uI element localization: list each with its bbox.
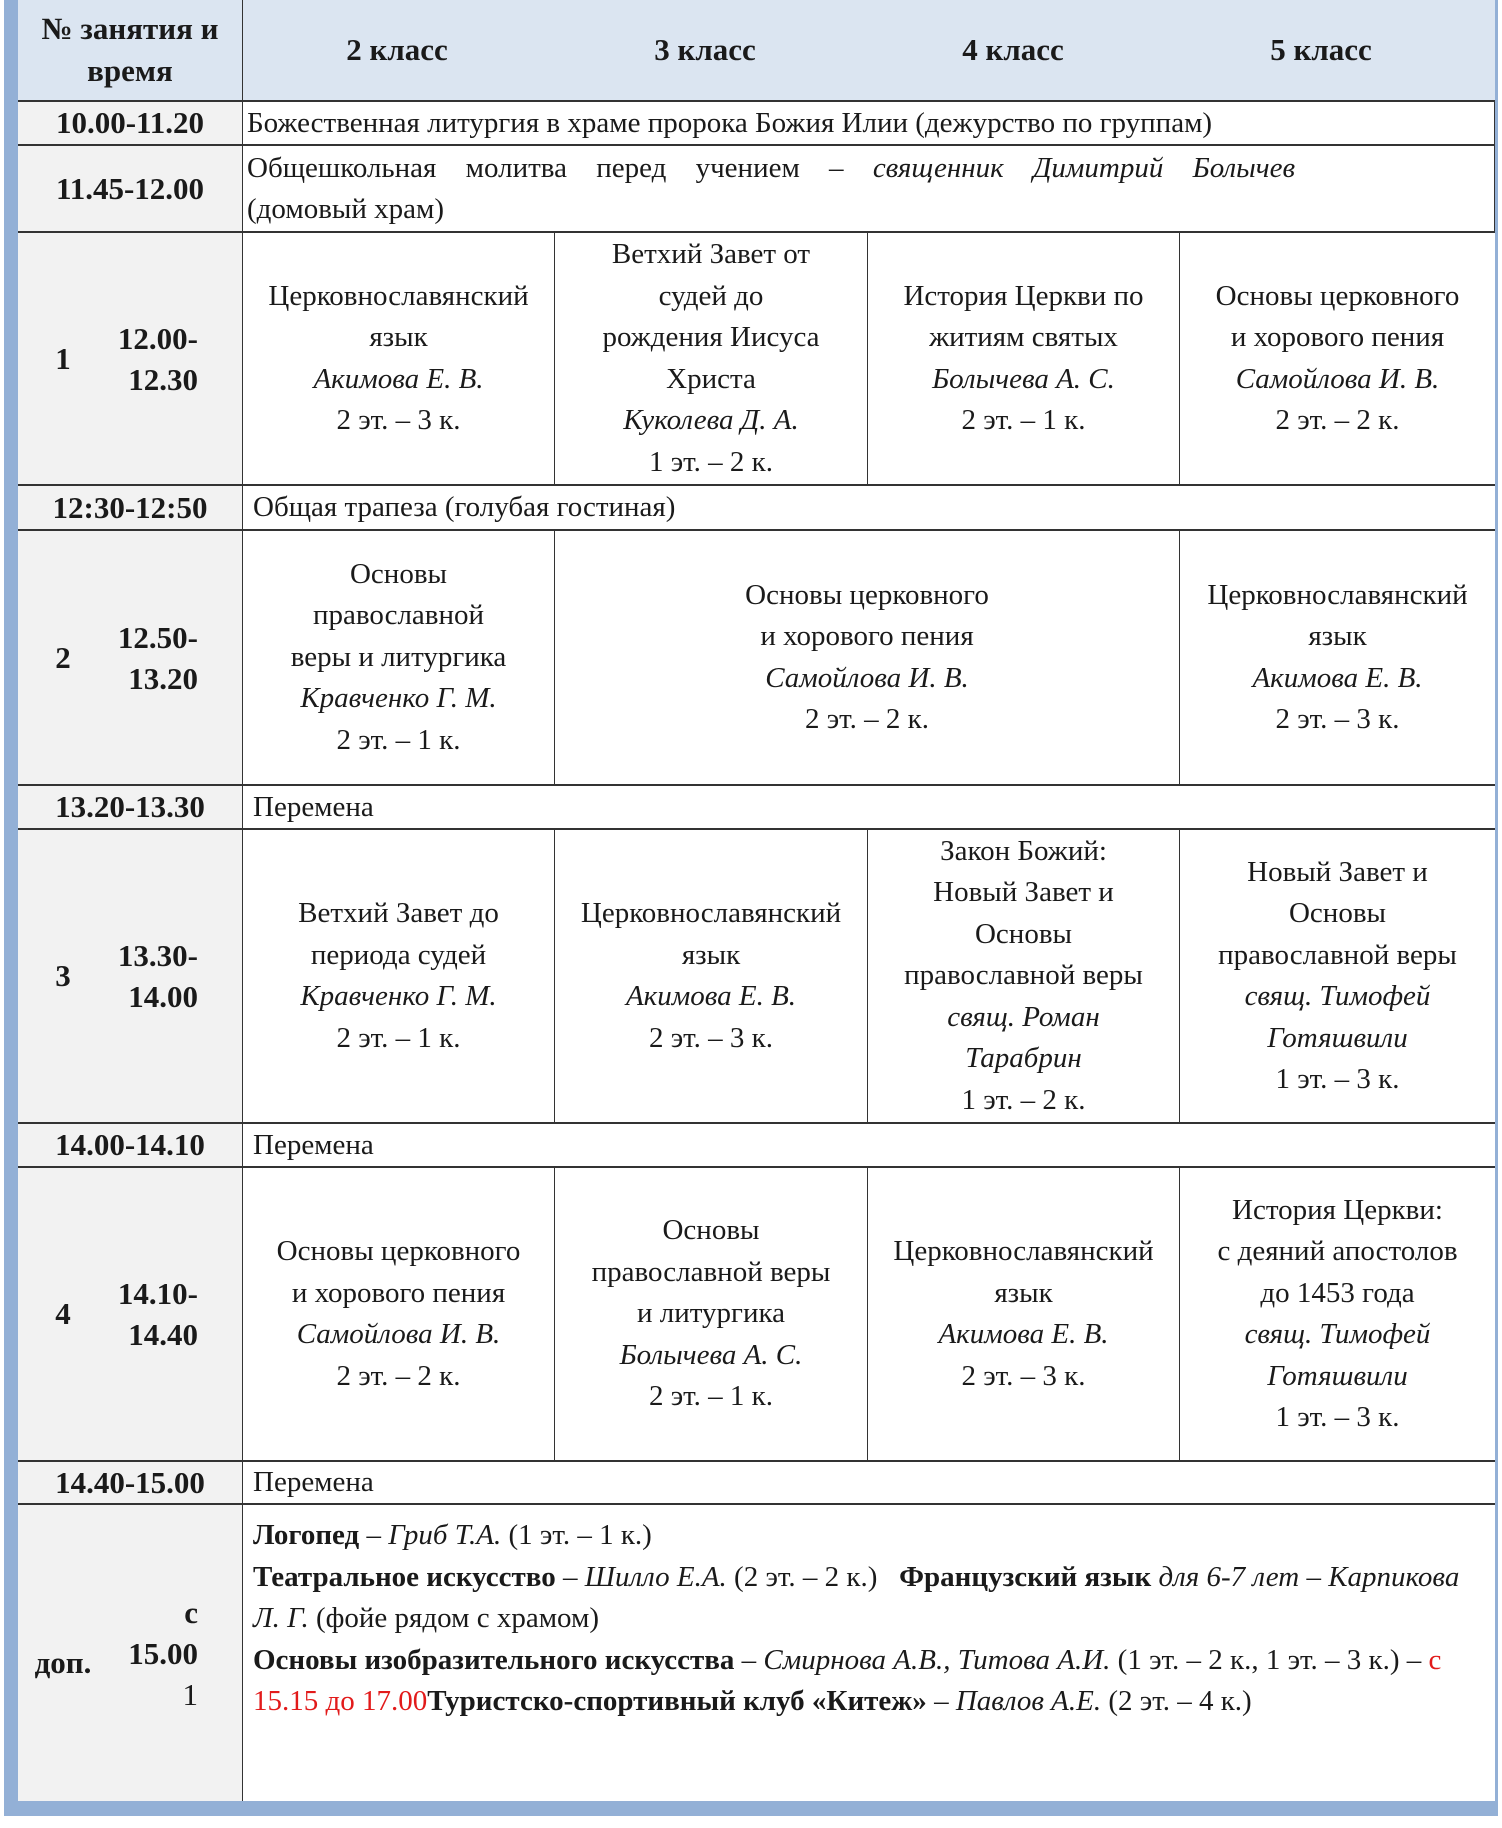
extra-range [108,1592,242,1715]
room: 2 эт. – 1 к. [336,1021,461,1054]
extra-suffix: 1 [182,1676,198,1712]
teacher: Болычева А. С. [619,1338,803,1371]
teacher: Готяшвили [1267,1359,1408,1392]
subject: Закон Божий: [940,834,1107,867]
subject: Христа [666,362,756,395]
lesson-number: 2 [55,639,71,675]
room: 2 эт. – 1 к. [336,723,461,756]
lesson-3-time [18,830,243,1124]
dash: – [926,1685,956,1717]
extra-activities [243,1505,1495,1801]
time-start: 14.10- [117,1276,198,1311]
teacher: Павлов А.Е. [955,1685,1102,1717]
lesson-1-class-3 [555,233,868,486]
subject: язык [1308,620,1367,652]
subject: Ветхий Завет до [298,897,499,929]
activity-title: Основы изобразительного искусства [253,1643,735,1676]
room: 1 эт. – 3 к. [1275,1401,1400,1433]
subject: язык [994,1276,1053,1309]
time-label: 14.40-15.00 [55,1464,205,1500]
extra-time [18,1505,243,1801]
activity-logoped [253,1515,652,1557]
time-liturgy [18,102,243,146]
room: (фойе рядом с храмом) [308,1602,600,1634]
time-break-2 [18,1124,243,1168]
extra-start: 15.00 [128,1635,198,1671]
teacher: Акимова Е. В. [625,980,797,1012]
time-label: 11.45-12.00 [55,170,205,206]
room: 2 эт. – 3 к. [648,1021,774,1054]
teacher: Кравченко Г. М. [300,682,497,715]
subject: Новый Завет и [933,876,1114,909]
room: 2 эт. – 2 к. [804,703,930,735]
room: 2 эт. – 1 к. [648,1380,774,1413]
header-col0-line1: № занятия и [41,11,219,46]
subject: с деяний апостолов [1217,1235,1458,1267]
lesson-1-class-2 [243,233,555,486]
room: 2 эт. – 3 к. [1275,703,1400,735]
time-break-3 [18,1462,243,1505]
lesson-4-class-4 [868,1168,1180,1462]
header-class-label: 2 класс [346,32,448,67]
time-end: 14.00 [128,979,198,1014]
lesson-2-time [18,531,243,786]
extra-time-block [18,1505,242,1801]
time-end: 12.30 [128,361,198,397]
subject: Основы [349,557,447,590]
subject: Основы [662,1214,760,1247]
lesson-3-class-3 [555,830,868,1124]
lunch-text: Общая трапеза (голубая гостиная) [253,491,676,523]
extra-from: с [184,1594,198,1630]
break-2-row [243,1124,1495,1168]
time-label: 13.20-13.30 [55,789,205,824]
time-label: 10.00-11.20 [55,105,205,140]
subject: рождения Иисуса [602,321,820,353]
lesson-number: 3 [55,958,71,993]
teacher: Акимова Е. В. [1252,661,1423,694]
lesson-3-class-2 [243,830,555,1124]
lesson-number: 4 [55,1296,71,1331]
time-end: 13.20 [128,660,198,696]
subject: Ветхий Завет от [611,238,811,270]
lesson-time-block [18,233,242,484]
room: 1 эт. – 2 к. [648,445,774,478]
header-lesson-time [18,0,243,102]
subject: православной веры [1218,938,1457,971]
activity-title: Французский язык [899,1560,1152,1593]
subject: язык [369,321,428,353]
subject: житиям святых [929,321,1118,353]
time-start: 12.50- [117,619,198,655]
room: (2 эт. – 2 к.) [726,1560,878,1593]
subject: и литургика [637,1297,785,1330]
header-class-2 [243,0,1495,102]
prayer-text [247,148,1494,189]
break-1-row [243,786,1495,830]
lesson-4-class-5 [1180,1168,1495,1462]
teacher: Акимова Е. В. [313,362,484,395]
lesson-4-class-3 [555,1168,868,1462]
header-class-label: 3 класс [654,32,756,67]
teacher: Тарабрин [965,1042,1082,1075]
lesson-range [108,1273,242,1355]
room: 2 эт. – 2 к. [1275,404,1400,436]
time-label: 14.00-14.10 [55,1127,205,1162]
subject: и хорового пения [1230,321,1445,353]
activity-title: Туристско-спортивный клуб «Китеж» [427,1685,927,1717]
subject: веры и литургика [290,640,507,673]
highlight-time: с 15.15 до 17.00 [253,1643,1442,1717]
extra-label: доп. [34,1645,92,1680]
subject: и хорового пения [291,1276,506,1309]
lesson-2-class-3-4 [555,531,1180,786]
lesson-range [108,617,242,699]
lesson-number: 1 [55,340,71,376]
teacher: Готяшвили [1267,1021,1408,1054]
lesson-range [108,318,242,400]
room: 2 эт. – 2 к. [336,1359,461,1392]
lesson-1-class-4 [868,233,1180,486]
lesson-1-class-5 [1180,233,1495,486]
lesson-time-block [18,531,242,784]
activity-art-club [253,1640,1465,1723]
break-text: Перемена [253,790,374,823]
subject: и хорового пения [760,620,974,652]
subject: православной [312,599,485,632]
time-break-1 [18,786,243,830]
subject: Основы [974,917,1072,950]
teacher: Кравченко Г. М. [300,980,497,1012]
time-start: 13.30- [117,938,198,973]
prayer-plain: Общешкольная молитва перед учением – [247,151,873,184]
subject: язык [681,938,741,971]
subject: Церковнославянский [580,897,842,929]
header-class-label: 4 класс [962,32,1064,67]
subject: Церковнославянский [1207,578,1468,611]
schedule-table [18,0,1495,1801]
teacher: Шилло Е.А. [584,1560,727,1593]
header-col0-line2: время [87,53,173,88]
time-lunch [18,486,243,531]
teacher: Самойлова И. В. [765,661,969,694]
lesson-1-time [18,233,243,486]
header-class-label: 5 класс [1270,32,1372,67]
subject: судей до [658,279,764,312]
room: 1 эт. – 3 к. [1275,1063,1400,1095]
teacher: для 6-7 лет – Карпикова Л. Г. [253,1560,1460,1634]
teacher: Акимова Е. В. [938,1318,1109,1350]
subject: периода судей [310,938,487,971]
lunch-row [243,486,1495,531]
room: (1 эт. – 2 к., 1 эт. – 3 к.) – [1110,1643,1429,1676]
subject: православной веры [904,959,1143,992]
lesson-range [108,935,242,1017]
activity-title: Театральное искусство [253,1560,556,1593]
teacher: Смирнова А.В., Титова А.И. [763,1643,1111,1676]
subject: Новый Завет и [1247,855,1428,888]
teacher: Куколева Д. А. [623,404,799,436]
subject: православной веры [591,1255,831,1288]
activity-theatre-french [253,1557,1465,1640]
liturgy-text: Божественная литургия в храме пророка Божия Илии (дежурство по группам) [247,106,1213,139]
lesson-time-block [18,1168,242,1460]
lesson-time-block [18,830,242,1122]
lesson-3-class-5 [1180,830,1495,1124]
prayer-row [243,146,1495,233]
subject: Основы церковного [1215,279,1460,312]
lesson-2-class-2 [243,531,555,786]
teacher: свящ. Роман [947,1000,1100,1033]
subject: Основы церковного [276,1235,521,1267]
subject: до 1453 года [1260,1276,1415,1309]
lesson-3-class-4 [868,830,1180,1124]
teacher: Самойлова И. В. [1235,362,1440,395]
room: 2 эт. – 3 к. [961,1359,1086,1392]
room: 2 эт. – 3 к. [336,404,461,436]
liturgy-row [243,102,1495,146]
teacher: Гриб Т.А. [388,1519,502,1551]
subject: Основы [1288,897,1386,929]
prayer-priest: священник Димитрий Болычев [872,151,1296,184]
prayer-location: (домовый храм) [247,192,445,225]
subject: Церковнославянский [268,279,529,312]
activity-title: Логопед [253,1519,360,1551]
lesson-4-class-2 [243,1168,555,1462]
break-text: Перемена [253,1466,374,1498]
subject: История Церкви по [903,279,1144,312]
teacher: Самойлова И. В. [296,1318,501,1350]
subject: История Церкви: [1232,1193,1443,1226]
time-prayer [18,146,243,233]
room: 2 эт. – 1 к. [961,404,1086,436]
lesson-4-time [18,1168,243,1462]
teacher: свящ. Тимофей [1244,1318,1431,1350]
lesson-2-class-5 [1180,531,1495,786]
time-end: 14.40 [128,1317,198,1352]
break-text: Перемена [253,1128,374,1161]
dash: – [734,1643,764,1676]
room: (1 эт. – 1 к.) [501,1519,652,1551]
time-label: 12:30-12:50 [52,489,208,525]
dash: – [359,1519,389,1551]
subject: Основы церковного [745,578,989,611]
teacher: Болычева А. С. [932,362,1115,395]
time-start: 12.00- [117,320,198,356]
dash: – [555,1560,585,1593]
room: 1 эт. – 2 к. [961,1083,1086,1116]
teacher: свящ. Тимофей [1244,980,1431,1012]
break-3-row [243,1462,1495,1505]
subject: Церковнославянский [893,1235,1154,1267]
room: (2 эт. – 4 к.) [1101,1685,1252,1717]
